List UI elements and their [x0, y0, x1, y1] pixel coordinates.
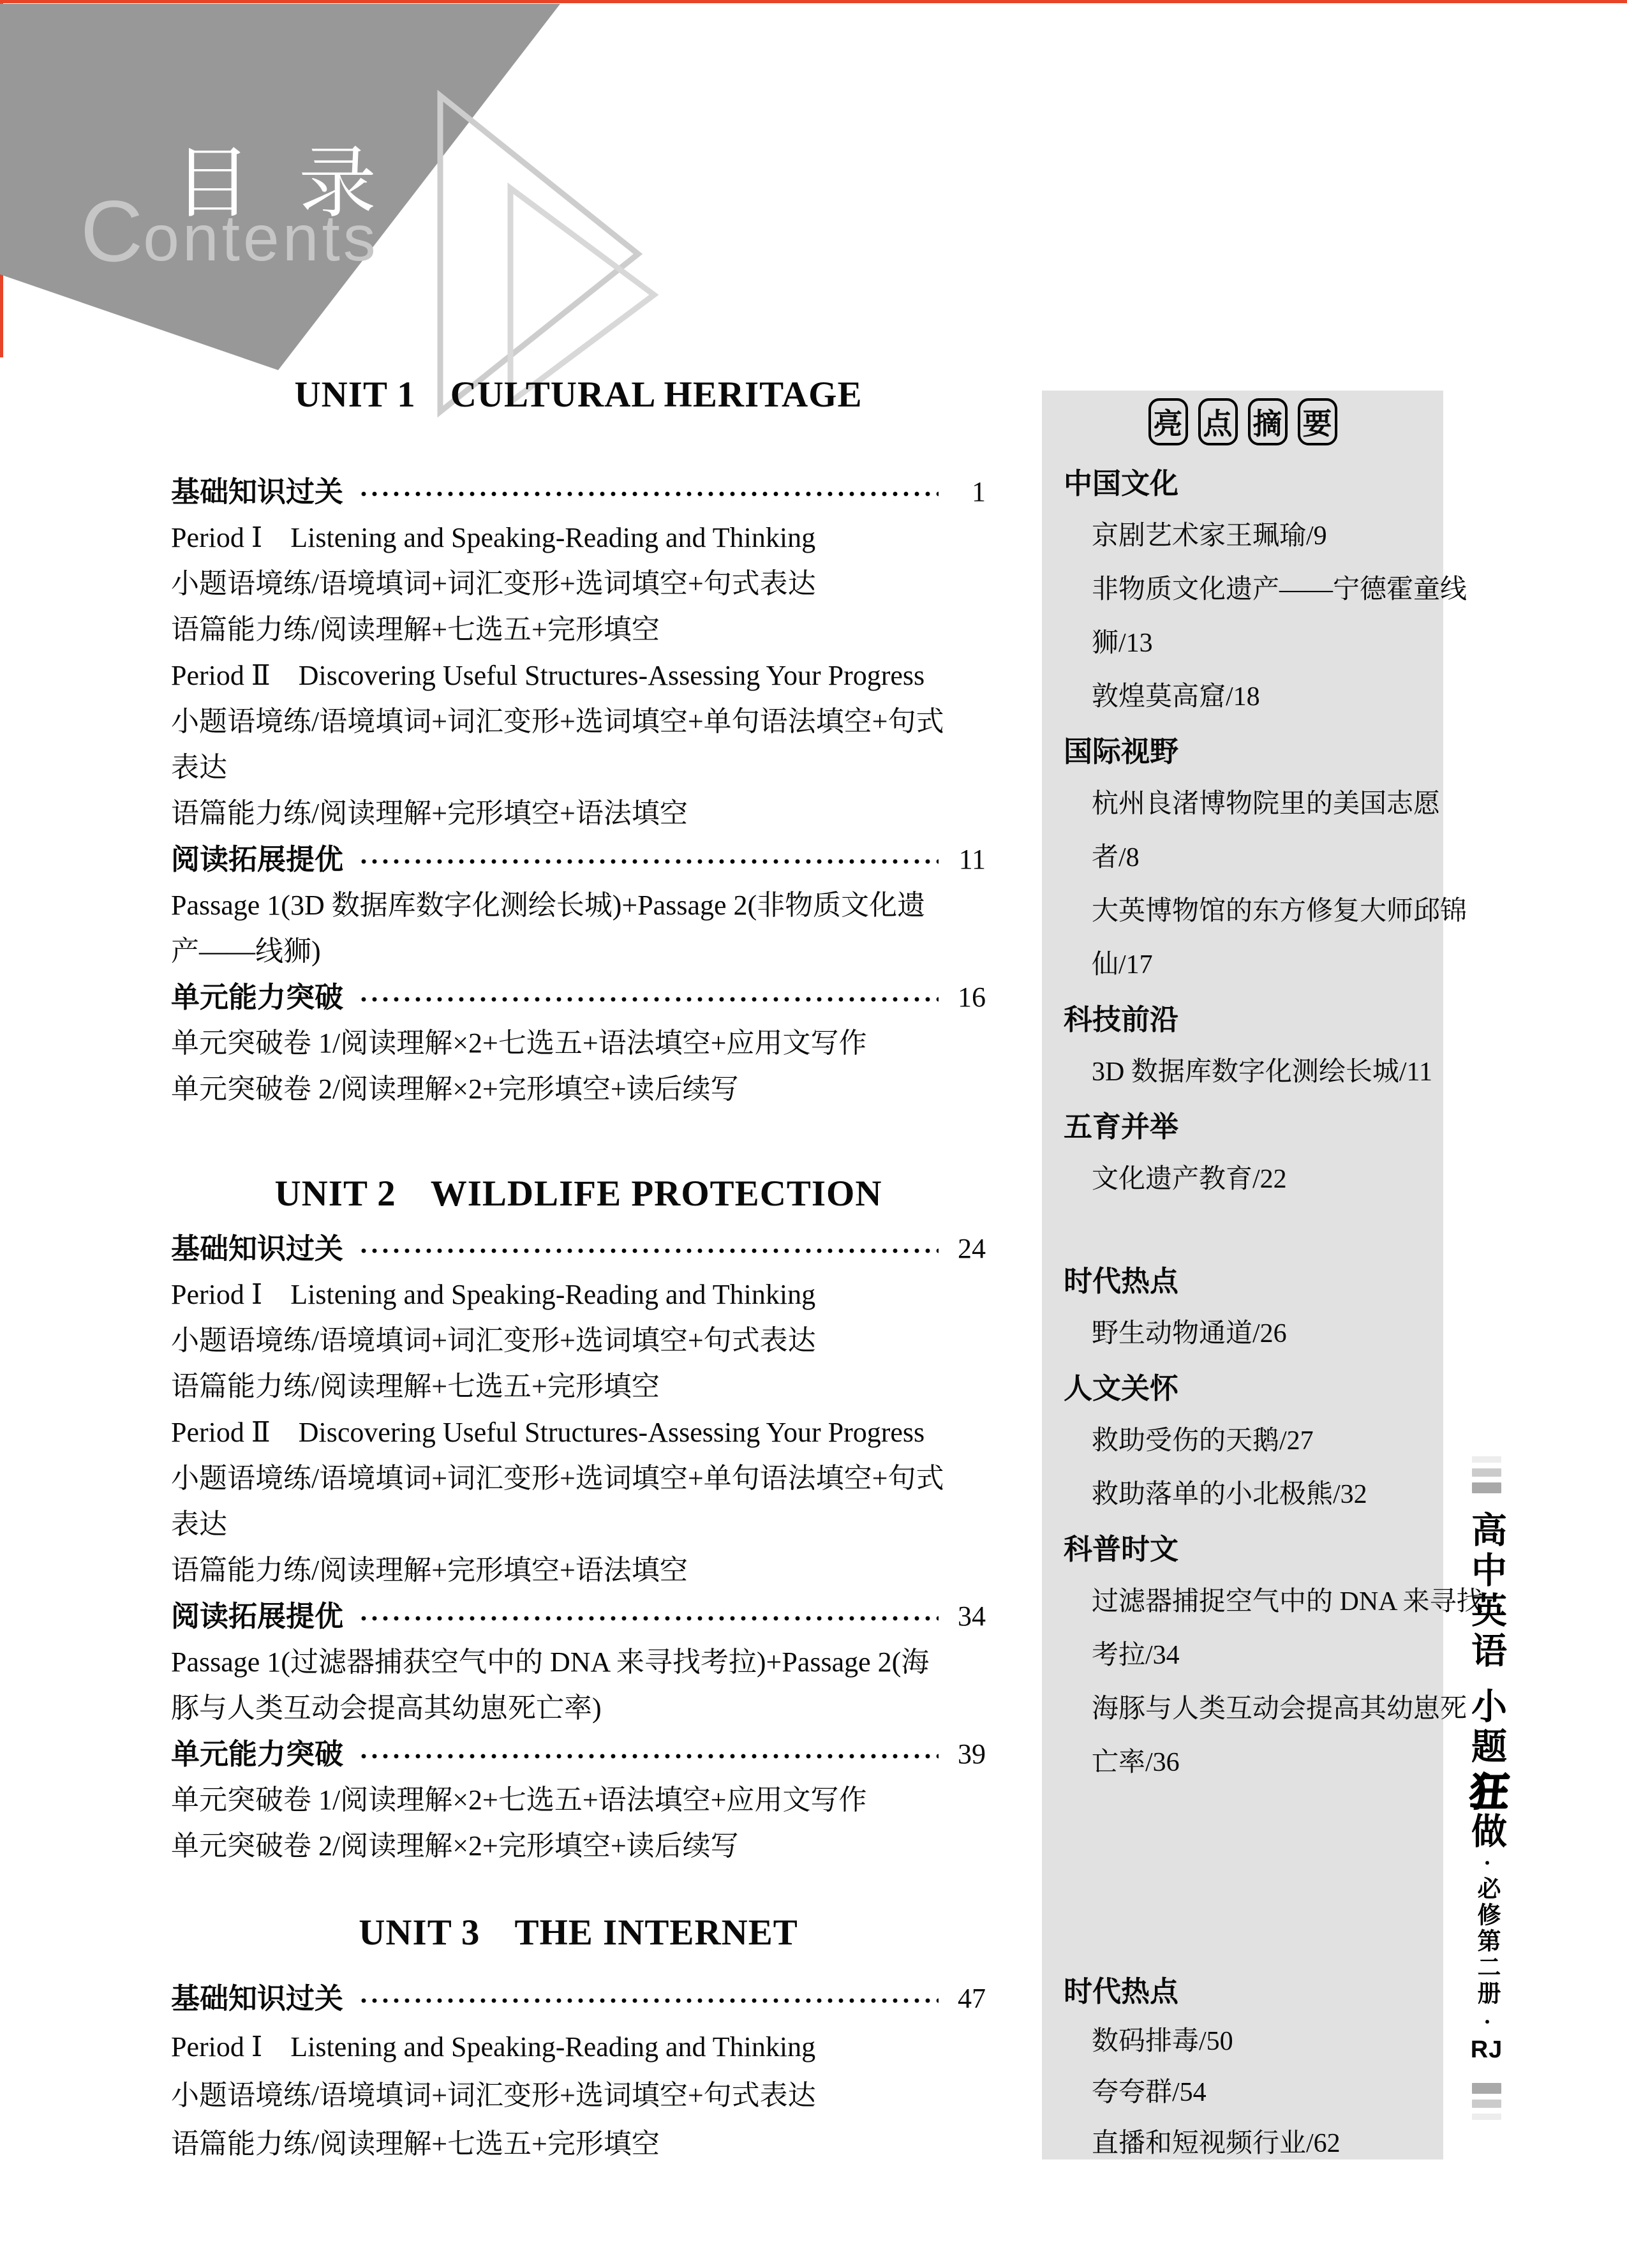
- spine-subtitle-part: 小题: [1467, 1687, 1507, 1768]
- toc-detail-row: 小题语境练/语境填词+词汇变形+选词填空+单句语法填空+句式: [171, 1463, 944, 1494]
- spine-series-title: 高中英语: [1467, 1511, 1507, 1672]
- dotted-leader: [359, 1749, 939, 1763]
- sidebar-entry: 救助落单的小北极熊/32: [1092, 1480, 1367, 1509]
- sidebar-entry: 救助受伤的天鹅/27: [1092, 1426, 1314, 1456]
- unit-name: CULTURAL HERITAGE: [450, 375, 863, 415]
- toc-detail-row: Period Ⅰ Listening and Speaking-Reading and Thinking: [171, 1279, 816, 1310]
- spine-bar: [1472, 2083, 1501, 2094]
- toc-page-number: 47: [958, 1983, 986, 2014]
- toc-detail-row: 单元突破卷 1/阅读理解×2+七选五+语法填空+应用文写作: [171, 1027, 867, 1059]
- toc-detail-row: Period Ⅱ Discovering Useful Structures-Assessing Your Progress: [171, 1417, 925, 1448]
- book-spine: [1463, 1456, 1511, 2120]
- sidebar-entry: 亡率/36: [1092, 1748, 1180, 1777]
- toc-page-number: 1: [972, 476, 986, 507]
- toc-detail-row: 语篇能力练/阅读理解+七选五+完形填空: [171, 614, 660, 645]
- toc-detail-row: 小题语境练/语境填词+词汇变形+选词填空+句式表达: [171, 568, 816, 599]
- sidebar-category-label: 科技前沿: [1064, 1003, 1179, 1036]
- toc-detail-row: Passage 1(3D 数据库数字化测绘长城)+Passage 2(非物质文化遗: [171, 890, 926, 921]
- toc-section-row: [171, 1598, 986, 1635]
- unit-number: UNIT 1: [294, 375, 416, 415]
- dotted-leader: [359, 854, 939, 869]
- sidebar-entry: 直播和短视频行业/62: [1092, 2129, 1341, 2158]
- toc-section-label: 基础知识过关: [171, 1982, 344, 2015]
- toc-detail-row: 表达: [171, 1509, 227, 1540]
- sidebar-entry: 夸夸群/54: [1092, 2078, 1207, 2107]
- sidebar-entry: 考拉/34: [1092, 1641, 1180, 1670]
- toc-section-label: 阅读拓展提优: [171, 843, 344, 876]
- toc-section-label: 阅读拓展提优: [171, 1600, 344, 1632]
- sidebar-category-label: 时代热点: [1064, 1265, 1179, 1297]
- toc-section-row: [171, 841, 986, 878]
- toc-section-row: [171, 1230, 986, 1267]
- sidebar-category-label: 五育并举: [1064, 1110, 1179, 1143]
- triangle-outline-icon: [440, 96, 638, 412]
- dotted-leader: [359, 1994, 939, 2008]
- sidebar-entry: 3D 数据库数字化测绘长城/11: [1092, 1057, 1432, 1087]
- toc-section-label: 基础知识过关: [171, 1232, 344, 1265]
- sidebar-entry: 京剧艺术家王珮瑜/9: [1092, 521, 1327, 551]
- toc-page-number: 11: [958, 844, 986, 875]
- unit-name: WILDLIFE PROTECTION: [430, 1174, 882, 1214]
- sidebar-entry: 过滤器捕捉空气中的 DNA 来寻找: [1092, 1587, 1483, 1616]
- toc-page-number: 24: [958, 1233, 986, 1264]
- toc-detail-row: 小题语境练/语境填词+词汇变形+选词填空+句式表达: [171, 2080, 816, 2111]
- sidebar-entry: 者/8: [1092, 843, 1140, 872]
- spine-bar: [1472, 2100, 1501, 2108]
- sidebar-entry: 仙/17: [1092, 950, 1153, 980]
- spine-separator-dot: ・: [1476, 1854, 1496, 1871]
- toc-section-row: [171, 1980, 986, 2017]
- dotted-leader: [359, 1611, 939, 1625]
- banner-title-initial: C: [80, 183, 144, 280]
- spine-bar: [1472, 2114, 1501, 2120]
- toc-detail-row: 单元突破卷 1/阅读理解×2+七选五+语法填空+应用文写作: [171, 1784, 867, 1816]
- sidebar-entry: 文化遗产教育/22: [1092, 1165, 1287, 1194]
- toc-section-row: [171, 474, 986, 511]
- spine-subtitle-part: 做: [1467, 1812, 1507, 1848]
- spine-bar: [1472, 1456, 1501, 1463]
- unit-title: [171, 1175, 986, 1212]
- sidebar-category-label: 时代热点: [1064, 1975, 1179, 2008]
- highlights-header-char-box: 摘: [1248, 398, 1288, 445]
- toc-detail-row: 产——线狮): [171, 936, 321, 967]
- toc-page-number: 16: [958, 981, 986, 1013]
- toc-section-label: 单元能力突破: [171, 981, 344, 1013]
- toc-detail-row: Passage 1(过滤器捕获空气中的 DNA 来寻找考拉)+Passage 2(海: [171, 1646, 930, 1678]
- banner-title-char: 目: [174, 141, 251, 227]
- toc-section-label: 单元能力突破: [171, 1738, 344, 1770]
- sidebar-entry: 非物质文化遗产——宁德霍童线: [1092, 575, 1467, 604]
- highlights-header-char-box: 亮: [1148, 398, 1188, 445]
- highlights-sidebar: [1042, 391, 1483, 2160]
- spine-stylized-char: 狂: [1463, 1772, 1511, 1810]
- toc-detail-row: Period Ⅱ Discovering Useful Structures-Assessing Your Progress: [171, 660, 925, 691]
- sidebar-entry: 敦煌莫高窟/18: [1092, 682, 1260, 712]
- toc-detail-row: 小题语境练/语境填词+词汇变形+选词填空+单句语法填空+句式: [171, 706, 944, 737]
- highlights-header-char-box: 点: [1198, 398, 1238, 445]
- dotted-leader: [359, 487, 939, 501]
- toc-page-number: 34: [958, 1600, 986, 1632]
- highlights-header-char-box: 要: [1298, 398, 1337, 445]
- sidebar-entry: 数码排毒/50: [1092, 2027, 1233, 2056]
- toc-section-row: [171, 979, 986, 1016]
- highlights-header: [1042, 398, 1443, 445]
- toc-detail-row: 单元突破卷 2/阅读理解×2+完形填空+读后续写: [171, 1830, 739, 1861]
- toc-section-label: 基础知识过关: [171, 475, 344, 508]
- spine-separator-dot: ・: [1476, 2013, 1496, 2030]
- banner-title-char: 录: [299, 141, 376, 227]
- sidebar-category-label: 人文关怀: [1064, 1372, 1179, 1405]
- toc-section-row: [171, 1736, 986, 1773]
- sidebar-entry: 杭州良渚博物院里的美国志愿: [1092, 789, 1441, 819]
- banner-title-english: [80, 183, 379, 280]
- toc-detail-row: 小题语境练/语境填词+词汇变形+选词填空+句式表达: [171, 1325, 816, 1356]
- sidebar-category-label: 科普时文: [1064, 1533, 1179, 1565]
- sidebar-entry: 狮/13: [1092, 629, 1153, 658]
- unit-title: [171, 1914, 986, 1951]
- sidebar-entry: 大英博物馆的东方修复大师邱锦: [1092, 897, 1467, 926]
- spine-publisher-code: RJ: [1470, 2036, 1503, 2063]
- spine-edition-label: 必修第二册: [1474, 1876, 1500, 2007]
- spine-bar: [1472, 1468, 1501, 1477]
- banner-title-rest: ontents: [143, 202, 379, 275]
- toc-detail-row: 语篇能力练/阅读理解+完形填空+语法填空: [171, 1555, 688, 1586]
- toc-page-number: 39: [958, 1738, 986, 1770]
- unit-name: THE INTERNET: [514, 1913, 798, 1953]
- spine-bar: [1472, 1482, 1501, 1493]
- sidebar-category-label: 中国文化: [1064, 467, 1179, 500]
- toc-detail-row: Period Ⅰ Listening and Speaking-Reading and Thinking: [171, 2031, 816, 2063]
- dotted-leader: [359, 1244, 939, 1258]
- unit-number: UNIT 3: [359, 1913, 480, 1953]
- toc-detail-row: 豚与人类互动会提高其幼崽死亡率): [171, 1692, 602, 1724]
- sidebar-entry: 海豚与人类互动会提高其幼崽死: [1092, 1694, 1467, 1724]
- toc-detail-row: 单元突破卷 2/阅读理解×2+完形填空+读后续写: [171, 1073, 739, 1105]
- sidebar-category-label: 国际视野: [1064, 735, 1179, 768]
- sidebar-entry: 野生动物通道/26: [1092, 1319, 1287, 1348]
- unit-title: [171, 377, 986, 413]
- dotted-leader: [359, 992, 939, 1006]
- toc-detail-row: 表达: [171, 752, 227, 783]
- toc-detail-row: 语篇能力练/阅读理解+完形填空+语法填空: [171, 798, 688, 829]
- toc-detail-row: 语篇能力练/阅读理解+七选五+完形填空: [171, 1371, 660, 1402]
- toc-detail-row: Period Ⅰ Listening and Speaking-Reading and Thinking: [171, 522, 816, 553]
- unit-number: UNIT 2: [274, 1174, 396, 1214]
- toc-detail-row: 语篇能力练/阅读理解+七选五+完形填空: [171, 2128, 660, 2160]
